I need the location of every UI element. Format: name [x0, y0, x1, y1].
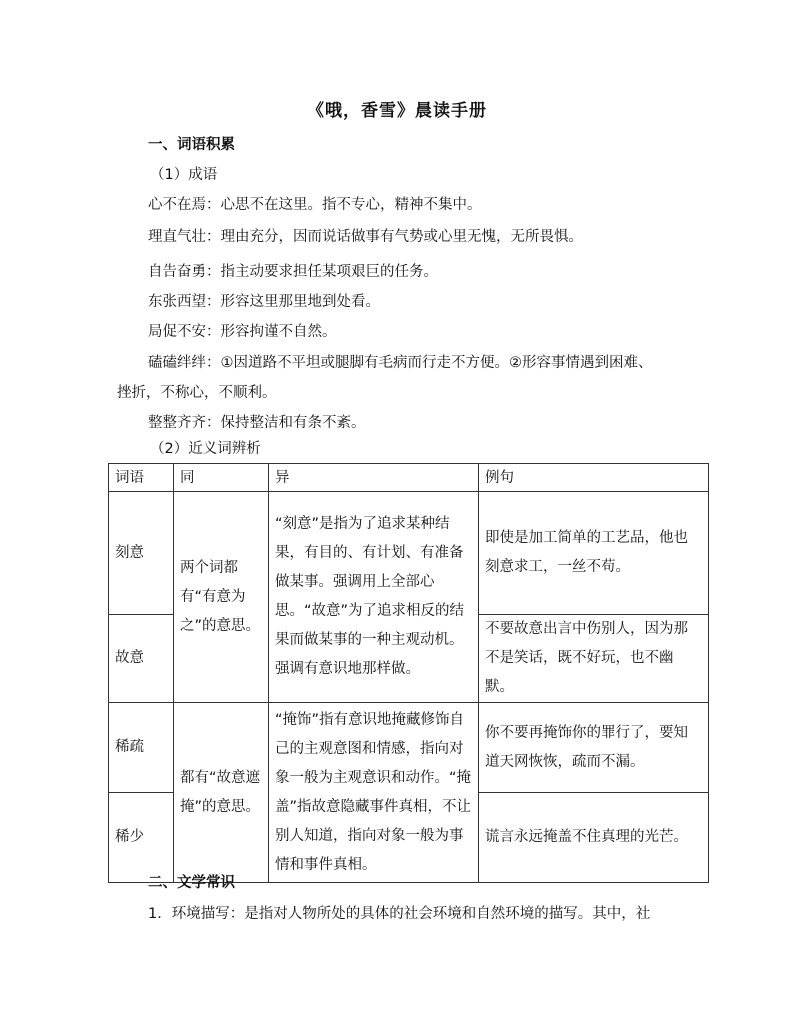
word-cell: 刻意	[109, 492, 174, 615]
same-meaning-text: 都有“故意遮掩”的意思。	[180, 769, 261, 815]
header-cell-difference: 异	[269, 464, 479, 492]
subheading-idioms: （1）成语	[150, 167, 218, 183]
synonym-table	[108, 463, 709, 883]
same-meaning-cell	[174, 703, 269, 883]
example-cell: 你不要再掩饰你的罪行了，要知道天网恢恢，疏而不漏。	[479, 703, 709, 793]
idiom-entry: 心不在焉：心思不在这里。指不专心，精神不集中。	[148, 197, 482, 213]
section-heading-literature: 二、文学常识	[148, 875, 235, 891]
same-meaning-cell	[174, 492, 269, 703]
idiom-entry: 自告奋勇：指主动要求担任某项艰巨的任务。	[148, 264, 438, 280]
literature-item: 1．环境描写：是指对人物所处的具体的社会环境和自然环境的描写。其中，社	[148, 906, 651, 922]
table-row	[109, 703, 709, 793]
difference-text: “刻意”是指为了追求某种结果，有目的、有计划、有准备做某事。强调用上全部心思。“故意”为了追求相反的结果而做某事的一种主观动机。强调有意识地那样做。	[275, 516, 465, 677]
page-title: 《哦，香雪》晨读手册	[307, 101, 487, 121]
example-cell: 即使是加工简单的工艺品，他也刻意求工，一丝不苟。	[479, 492, 709, 615]
table-row	[109, 492, 709, 615]
header-cell-word: 词语	[109, 464, 174, 492]
idiom-entry: 东张西望：形容这里那里地到处看。	[148, 294, 380, 310]
word-cell: 稀疏	[109, 703, 174, 793]
table-header-row	[109, 464, 709, 492]
example-cell: 谎言永远掩盖不住真理的光芒。	[479, 793, 709, 883]
same-meaning-text: 两个词都有“有意为之”的意思。	[180, 559, 261, 634]
subheading-synonyms: （2）近义词辨析	[150, 441, 261, 457]
idiom-entry: 理直气壮：理由充分，因而说话做事有气势或心里无愧，无所畏惧。	[148, 229, 583, 245]
idiom-entry: 磕磕绊绊：①因道路不平坦或腿脚有毛病而行走不方便。②形容事情遇到困难、	[148, 355, 653, 371]
idiom-entry: 局促不安：形容拘谨不自然。	[148, 324, 337, 340]
idiom-entry: 整整齐齐：保持整洁和有条不紊。	[148, 415, 366, 431]
difference-cell	[269, 703, 479, 883]
idiom-entry-continued: 挫折，不称心，不顺利。	[117, 385, 277, 401]
difference-cell	[269, 492, 479, 703]
difference-text: “掩饰”指有意识地掩藏修饰自己的主观意图和情感，指向对象一般为主观意识和动作。“掩盖”指故意隐藏事件真相，不让别人知道，指向对象一般为事情和事件真相。	[275, 711, 472, 873]
header-cell-example: 例句	[479, 464, 709, 492]
example-cell: 不要故意出言中伤别人，因为那不是笑话，既不好玩，也不幽默。	[479, 615, 709, 703]
section-heading-vocabulary: 一、词语积累	[148, 137, 235, 153]
header-cell-same: 同	[174, 464, 269, 492]
word-cell: 故意	[109, 615, 174, 703]
word-cell: 稀少	[109, 793, 174, 883]
